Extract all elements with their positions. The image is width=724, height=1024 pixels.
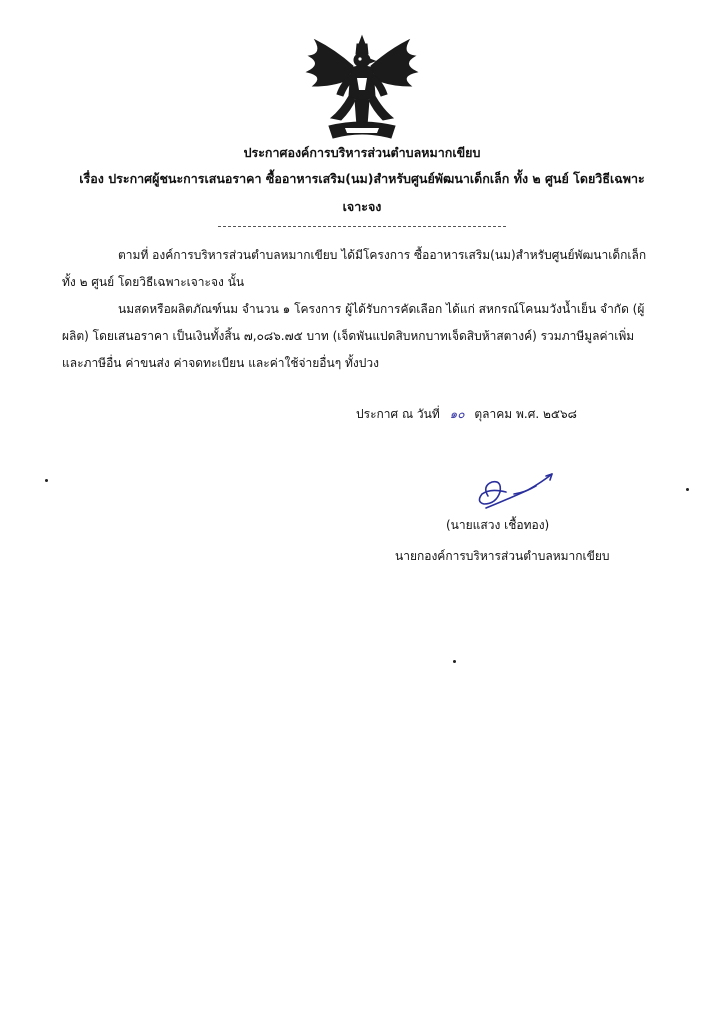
body-paragraph-2-line-3: และภาษีอื่น ค่าขนส่ง ค่าจดทะเบียน และค่าใช้จ่ายอื่นๆ ทั้งปวง — [62, 356, 379, 370]
signatory-name: (นายแสวง เชื้อทอง) — [446, 518, 550, 532]
divider — [218, 226, 506, 227]
document-header: ประกาศองค์การบริหารส่วนตำบลหมากเขียบ — [243, 145, 481, 160]
scan-speck — [45, 479, 48, 482]
subject-line: เรื่อง ประกาศผู้ชนะการเสนอราคา ซื้ออาหารเสริม(นม)สำหรับศูนย์พัฒนาเด็กเล็ก ทั้ง ๒ ศูนย์ โดยวิธีเฉพาะ — [79, 171, 645, 186]
body-paragraph-1-line-1: ตามที่ องค์การบริหารส่วนตำบลหมากเขียบ ได้มีโครงการ ซื้ออาหารเสริม(นม)สำหรับศูนย์พัฒนาเด็กเล็ก — [118, 248, 647, 262]
date-day: ๑๐ — [449, 407, 465, 421]
signature-image — [466, 470, 562, 514]
scan-speck — [453, 660, 456, 663]
body-paragraph-2-line-2: ผลิต) โดยเสนอราคา เป็นเงินทั้งสิ้น ๗,๐๘๖.๗๕ บาท (เจ็ดพันแปดสิบหกบาทเจ็ดสิบห้าสตางค์) รวมภาษีมูลค่าเพิ่ม — [62, 329, 635, 343]
date-month-year: ตุลาคม พ.ศ. ๒๕๖๘ — [474, 407, 577, 421]
signatory-position: นายกองค์การบริหารส่วนตำบลหมากเขียบ — [395, 549, 610, 563]
announcement-date — [356, 405, 577, 424]
body-paragraph-1-line-2: ทั้ง ๒ ศูนย์ โดยวิธีเฉพาะเจาะจง นั้น — [62, 275, 245, 289]
garuda-emblem — [301, 34, 423, 142]
body-paragraph-2-line-1: นมสดหรือผลิตภัณฑ์นม จำนวน ๑ โครงการ ผู้ได้รับการคัดเลือก ได้แก่ สหกรณ์โคนมวังน้ำเย็น จำกัด (ผู้ — [118, 302, 645, 316]
date-prefix: ประกาศ ณ วันที่ — [356, 407, 440, 421]
scan-speck — [686, 488, 689, 491]
subject-line-continued: เจาะจง — [342, 199, 382, 214]
